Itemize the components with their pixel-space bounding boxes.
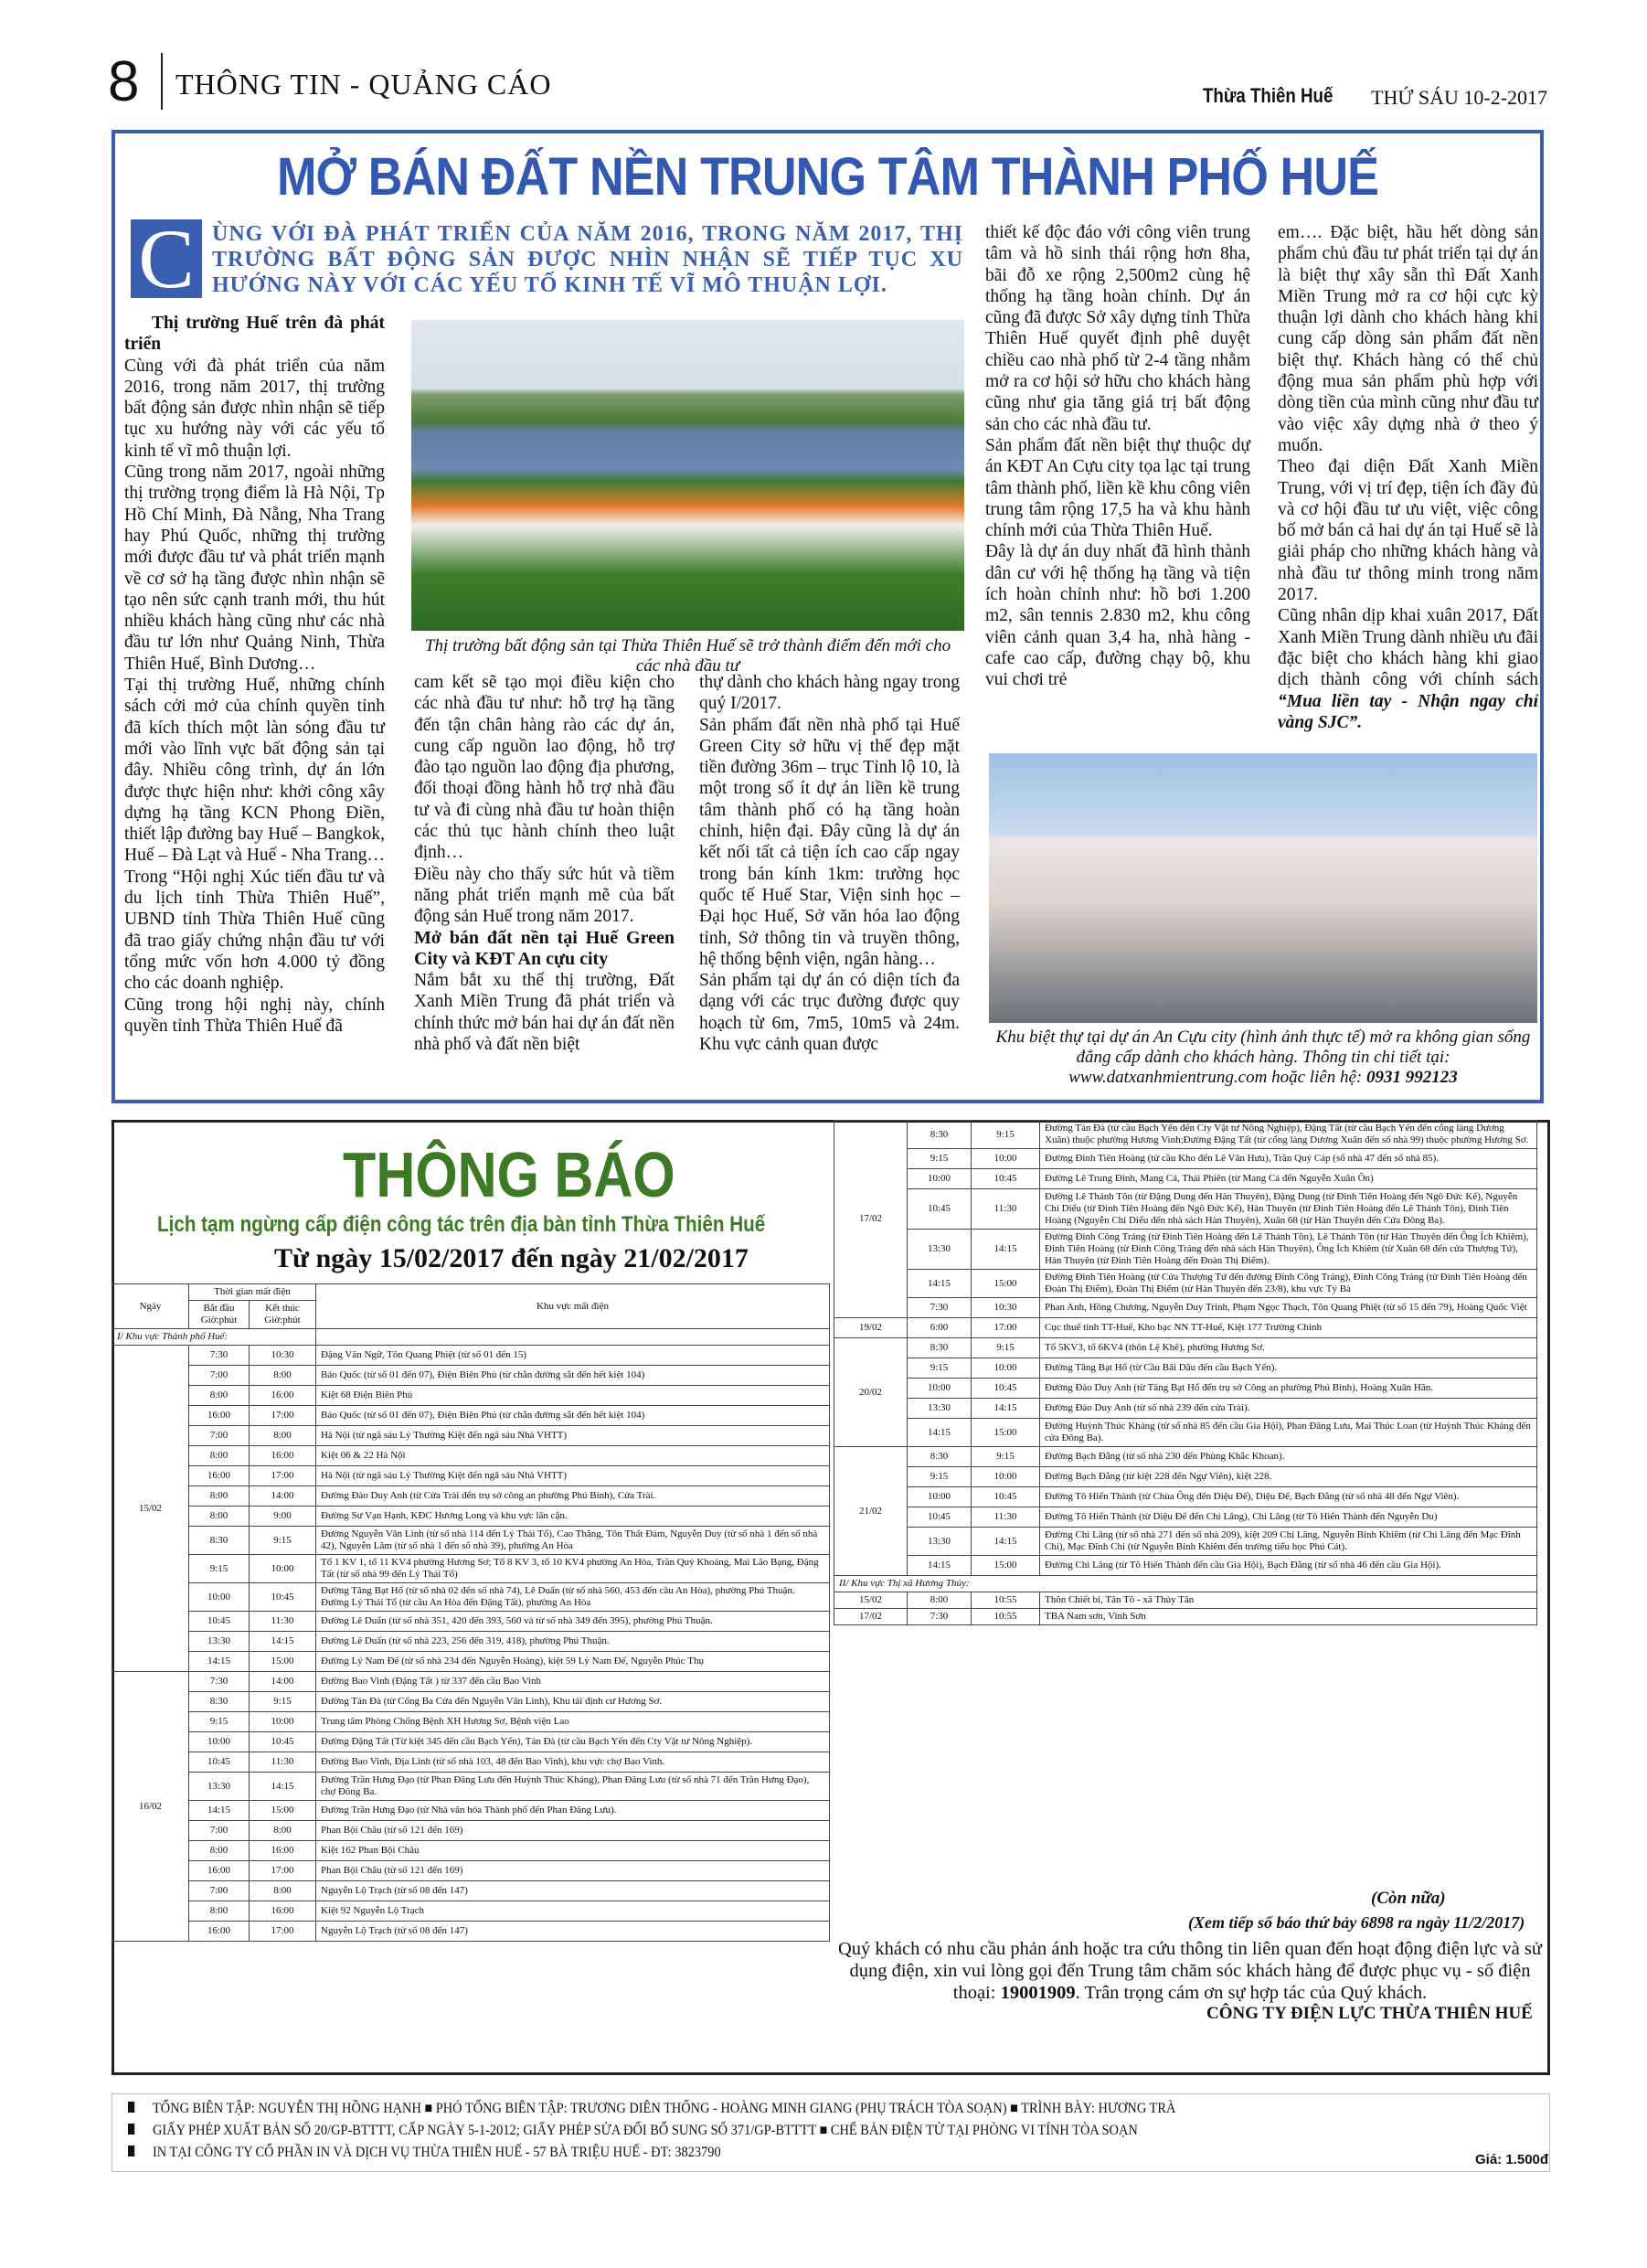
table-row <box>834 1189 1537 1230</box>
cell-area: TBA Nam sơn, Vinh Sơn <box>1040 1609 1537 1625</box>
cell-end: 11:30 <box>250 1752 316 1773</box>
bullet-square-icon <box>128 2124 134 2135</box>
page-number: 8 <box>108 50 140 113</box>
table-row <box>112 1555 830 1583</box>
table-row <box>112 1712 830 1732</box>
cell-area: Đường Nguyễn Văn Linh (từ số nhà 114 đến Lý Thái Tổ), Cao Thắng, Tôn Thất Đàm, Nguyễn Duy (từ số nhà 1 đến số nhà 42), Nguyễn Lâm (từ số nhà 1 đến số nhà 39), phường An Hòa <box>316 1527 830 1555</box>
table-row <box>112 1901 830 1922</box>
table-row <box>112 1386 830 1406</box>
cell-area: Đường Tăng Bạt Hổ (từ số nhà 02 đến số nhà 74), Lê Duẩn (từ số nhà 560, 453 đến cầu An Hòa), phường Phú Thuận. Đường Lý Thái Tổ (từ cầu An Hòa đến Đặng Tất), phường An Hòa <box>316 1583 830 1612</box>
cell-day: 16/02 <box>112 1672 189 1942</box>
cell-start: 7:00 <box>189 1821 250 1841</box>
cell-area: Hà Nội (từ ngã sáu Lý Thường Kiệt đến ngã sáu Nhà VHTT) <box>316 1466 830 1486</box>
cell-area: Đường Huỳnh Thúc Kháng (từ số nhà 85 đến cầu Gia Hội), Phan Đăng Lưu, Mai Thúc Loan (từ Huỳnh Thúc Kháng đến cửa Đông Ba). <box>1040 1419 1537 1447</box>
paragraph: Cùng với đà phát triển của năm 2016, trong năm 2017, thị trường bất động sản được nhìn nhận sẽ tiếp tục xu hướng này với các yếu tố kinh tế vĩ mô thuận lợi. <box>124 356 385 461</box>
cell-area: Kiệt 92 Nguyễn Lộ Trạch <box>316 1901 830 1922</box>
section-row: I/ Khu vực Thành phố Huế: <box>112 1329 316 1346</box>
masthead-divider <box>161 53 163 110</box>
paragraph: Nắm bắt xu thế thị trường, Đất Xanh Miền Trung đã phát triển và chính thức mở bán hai dự án đất nền nhà phố và đất nền biệt <box>414 971 675 1055</box>
cell-start: 16:00 <box>189 1922 250 1942</box>
cell-end: 10:00 <box>250 1712 316 1732</box>
customer-contact-note <box>834 1938 1546 2004</box>
cell-end: 14:15 <box>972 1230 1040 1270</box>
promo-slogan: “Mua liền tay - Nhận ngay chỉ vàng SJC”. <box>1278 691 1538 732</box>
bullet-square-icon <box>128 2102 134 2113</box>
table-row <box>112 1632 830 1652</box>
header-area: Khu vực mất điện <box>316 1284 830 1329</box>
cell-start: 8:00 <box>189 1386 250 1406</box>
cell-area: Cục thuế tỉnh TT-Huế, Kho bạc NN TT-Huế, Kiệt 177 Trường Chinh <box>1040 1318 1537 1338</box>
cell-end: 16:00 <box>250 1901 316 1922</box>
header-time: Thời gian mất điện <box>189 1284 316 1301</box>
hotline-number[interactable]: 19001909 <box>1000 1983 1076 2003</box>
section-title: THÔNG TIN - QUẢNG CÁO <box>175 68 552 101</box>
cell-start: 8:30 <box>908 1338 972 1358</box>
cell-start: 7:30 <box>189 1672 250 1692</box>
cell-end: 14:15 <box>250 1632 316 1652</box>
cell-day: 20/02 <box>834 1338 908 1447</box>
table-row <box>834 1318 1537 1338</box>
table-row <box>112 1652 830 1672</box>
header-end: Kết thúc Giờ:phút <box>250 1301 316 1329</box>
imprint-text: GIẤY PHÉP XUẤT BẢN SỐ 20/GP-BTTTT, CẤP NGÀY 5-1-2012; GIẤY PHÉP SỬA ĐỔI BỔ SUNG SỐ 371/GP-BTTTT ■ CHẾ BẢN ĐIỆN TỬ TẠI PHÒNG VI TÍNH TÒA SOẠN <box>153 2123 1138 2138</box>
cell-area: Đường Bao Vinh, Địa Linh (từ số nhà 103, 48 đến Bao Vinh), khu vực chợ Bao Vinh. <box>316 1752 830 1773</box>
cell-start: 7:00 <box>189 1426 250 1446</box>
cell-start: 8:00 <box>189 1446 250 1466</box>
cell-start: 10:00 <box>908 1487 972 1507</box>
cell-start: 13:30 <box>189 1773 250 1801</box>
paragraph: Cũng trong năm 2017, ngoài những thị trường trọng điểm là Hà Nội, Tp Hồ Chí Minh, Đà Nẵng, Nha Trang hay Phú Quốc, những thị trường mới được đầu tư và phát triển mạnh về cơ sở hạ tầng được nhìn nhận sẽ tạo nên sức cạnh tranh mới, thu hút nhiều khách hàng cũng như các nhà đầu tư lớn như Quảng Ninh, Thừa Thiên Huế, Bình Dương… <box>124 463 385 674</box>
cell-end: 10:55 <box>972 1609 1040 1625</box>
paragraph: thiết kế độc đáo với công viên trung tâm và hồ sinh thái rộng hơn 8ha, bãi đỗ xe rộng 2,500m2 cùng hệ thống hạ tầng hoàn chỉnh. Dự án cũng đã được Sở xây dựng tỉnh Thừa Thiên Huế quyết định phê duyệt chiều cao nhà phố từ 2-4 tầng nhằm mở ra cơ hội sở hữu cho khách hàng cũng như gia tăng giá trị bất động sản cho các nhà đầu tư. <box>985 223 1250 434</box>
paragraph-text: Cũng nhân dịp khai xuân 2017, Đất Xanh Miền Trung dành nhiều ưu đãi đặc biệt cho khách hàng khi giao dịch thành công với chính sách <box>1278 606 1538 690</box>
cell-start: 10:45 <box>908 1507 972 1528</box>
table-row <box>834 1399 1537 1419</box>
cell-day: 17/02 <box>834 1609 908 1625</box>
cell-end: 10:45 <box>250 1583 316 1612</box>
cell-start: 7:00 <box>189 1366 250 1386</box>
paragraph: cam kết sẽ tạo mọi điều kiện cho các nhà đầu tư như: hỗ trợ hạ tầng đến tận chân hàng rào các dự án, cung cấp nguồn lao động, hỗ trợ đào tạo nguồn lao động địa phương, đối thoại đồng hành hỗ trợ nhà đầu tư và đi cùng nhà đầu tư hoàn thiện các thủ tục hành chính theo luật định… <box>414 673 675 863</box>
paragraph: Đây là dự án duy nhất đã hình thành dân cư với hệ thống hạ tầng và tiện ích hoàn chỉnh như: hồ bơi 1.200 m2, sân tennis 2.830 m2, khu công viên cảnh quan 3,4 ha, nhà hàng - cafe cao cấp, đường chạy bộ, khu vui chơi trẻ <box>985 542 1250 690</box>
cell-area: Đường Lý Nam Đế (từ số nhà 234 đến Nguyễn Hoàng), kiệt 59 Lý Nam Đế, Nguyễn Phúc Thụ <box>316 1652 830 1672</box>
paragraph: Cũng trong hội nghị này, chính quyền tỉnh Thừa Thiên Huế đã <box>124 995 385 1036</box>
table-row <box>834 1270 1537 1298</box>
subheading: Thị trường Huế trên đà phát triển <box>124 314 385 355</box>
table-row <box>112 1692 830 1712</box>
article-column-3 <box>699 672 960 1055</box>
cell-end: 9:15 <box>972 1447 1040 1467</box>
cell-start: 8:30 <box>908 1447 972 1467</box>
table-row <box>112 1346 830 1366</box>
table-row <box>834 1338 1537 1358</box>
cell-end: 9:15 <box>250 1527 316 1555</box>
outage-table-left <box>112 1283 830 1942</box>
photo-hue-aerial-view <box>411 320 964 631</box>
imprint-text: TỔNG BIÊN TẬP: NGUYỄN THỊ HỒNG HẠNH ■ PHÓ TỔNG BIÊN TẬP: TRƯƠNG DIÊN THỐNG - HOÀNG MINH GIANG (PHỤ TRÁCH TÒA SOẠN) ■ TRÌNH BÀY: HƯƠNG TRÀ <box>153 2101 1176 2116</box>
cell-start: 16:00 <box>189 1466 250 1486</box>
table-row <box>112 1881 830 1901</box>
cell-area: Đường Tăng Bạt Hổ (từ Cầu Bãi Dâu đến cầu Bạch Yến). <box>1040 1358 1537 1379</box>
cell-end: 10:00 <box>972 1467 1040 1487</box>
cell-start: 7:30 <box>189 1346 250 1366</box>
table-row <box>112 1752 830 1773</box>
cell-area: Đường Đinh Công Tráng (từ Đinh Tiên Hoàng đến Lê Thánh Tôn), Lê Thánh Tôn (từ Hàn Thuyên đến Ông Ích Khiêm), Đinh Tiên Hoàng (từ Đinh Công Tráng đến nhà sách Hàn Thuyên), Ông Ích Khiêm (từ Xuân 68 đến cửa Thượng Tứ), Hàn Thuyên (từ Đinh Tiên Hoàng đến Đoàn Thị Điểm). <box>1040 1230 1537 1270</box>
table-row <box>112 1507 830 1527</box>
cell-day: 15/02 <box>834 1592 908 1609</box>
cell-area: Đường Bạch Đằng (từ kiệt 228 đến Ngự Viên), kiệt 228. <box>1040 1467 1537 1487</box>
article-column-4 <box>985 222 1250 691</box>
cell-day: 17/02 <box>834 1121 908 1318</box>
cell-start: 10:45 <box>189 1752 250 1773</box>
paragraph: em…. Đặc biệt, hầu hết dòng sản phẩm chủ đầu tư phát triển tại dự án là biệt thự xây sẵn thì Đất Xanh Miền Trung mở ra cơ hội cực kỳ thuận lợi dành cho khách hàng khi cung cấp dòng sản phẩm đất nền biệt thự. Khách hàng có thể chủ động mua sản phẩm phù hợp với dòng tiền của mình cũng như đầu tư vào việc xây dựng nhà ở theo ý muốn. <box>1278 223 1538 455</box>
cell-day: 15/02 <box>112 1346 189 1672</box>
photo-villas <box>989 753 1537 1023</box>
table-row <box>834 1379 1537 1399</box>
price: Giá: 1.500đ <box>1475 2152 1549 2167</box>
table-row <box>834 1609 1537 1625</box>
cell-area: Đường Lê Trung Đình, Mang Cá, Thái Phiên (từ Mang Cá đến Nguyễn Xuân Ôn) <box>1040 1169 1537 1189</box>
table-row <box>834 1447 1537 1467</box>
cell-area: Kiệt 162 Phan Bội Châu <box>316 1841 830 1861</box>
notice-title: THÔNG BÁO <box>343 1139 675 1210</box>
cell-start: 9:15 <box>908 1358 972 1379</box>
cell-end: 9:00 <box>250 1507 316 1527</box>
table-row <box>834 1121 1537 1149</box>
cell-area: Đường Trần Hưng Đạo (từ Nhà văn hóa Thành phố đến Phan Đăng Lưu). <box>316 1801 830 1821</box>
cell-area: Đường Bạch Đằng (từ số nhà 230 đến Phùng Khắc Khoan). <box>1040 1447 1537 1467</box>
article-column-1 <box>124 313 385 1037</box>
cell-area: Phan Anh, Hồng Chương, Nguyễn Duy Trinh, Phạm Ngọc Thạch, Tôn Quang Phiệt (từ số 15 đến 79), Hoàng Quốc Việt <box>1040 1298 1537 1318</box>
cell-start: 14:15 <box>908 1270 972 1298</box>
notice-subtitle: Lịch tạm ngừng cấp điện công tác trên địa bàn tỉnh Thừa Thiên Huế <box>157 1212 766 1237</box>
company-signature: CÔNG TY ĐIỆN LỰC THỪA THIÊN HUẾ <box>1206 2004 1533 2023</box>
table-row <box>112 1466 830 1486</box>
cell-area: Đường Chi Lăng (từ Tô Hiến Thành đến cầu Gia Hội), Bạch Đằng (từ số nhà 46 đến cầu Gia Hội). <box>1040 1556 1537 1576</box>
cell-area: Đường Lê Duẩn (từ số nhà 351, 420 đến 393, 560 và từ số nhà 349 đến 395), phường Phú Thuận. <box>316 1612 830 1632</box>
cell-start: 10:00 <box>908 1169 972 1189</box>
cell-area: Kiệt 06 & 22 Hà Nội <box>316 1446 830 1466</box>
table-row <box>834 1419 1537 1447</box>
table-row <box>834 1230 1537 1270</box>
cell-end: 15:00 <box>250 1801 316 1821</box>
cell-end: 10:00 <box>972 1358 1040 1379</box>
table-row <box>834 1358 1537 1379</box>
table-row <box>112 1801 830 1821</box>
cell-start: 13:30 <box>908 1399 972 1419</box>
paragraph: Tại thị trường Huế, những chính sách cởi mở của chính quyền tỉnh đã kích thích một làn sóng đầu tư mới vào lĩnh vực bất động sản tại đây. Nhiều công trình, dự án lớn được thực hiện như: khởi công xây dựng hạ tầng KCN Phong Điền, thiết lập đường bay Huế – Bangkok, Huế – Đà Lạt và Huế - Nha Trang… Trong “Hội nghị Xúc tiến đầu tư và du lịch tỉnh Thừa Thiên Huế”, UBND tỉnh Thừa Thiên Huế cũng đã trao giấy chứng nhận đầu tư với tổng mức vốn hơn 4.000 tỷ đồng cho các doanh nghiệp. <box>124 676 385 994</box>
cell-end: 8:00 <box>250 1821 316 1841</box>
imprint-line <box>128 2101 1175 2117</box>
cell-area: Đường Tô Hiến Thành (từ Chùa Ông đến Diệu Đế), Diệu Đế, Bạch Đằng (từ số nhà 48 đến Ngự Viên). <box>1040 1487 1537 1507</box>
cell-end: 14:00 <box>250 1672 316 1692</box>
cell-area: Đường Tản Đà (từ cầu Bạch Yến đến Cty Vật tư Nông Nghiệp), Đặng Tất (từ cầu Bạch Yến đến cổng làng Dương Xuân) thuộc phường Hương Vinh;Đường Đặng Tất (từ cổng làng Dương Xuân đến số nhà 99) thuộc phường Hương Sơ. <box>1040 1121 1537 1149</box>
cell-end: 10:30 <box>250 1346 316 1366</box>
cell-end: 11:30 <box>250 1612 316 1632</box>
table-row <box>112 1672 830 1692</box>
table-row <box>112 1861 830 1881</box>
cell-end: 8:00 <box>250 1426 316 1446</box>
cell-area: Đường Trần Hưng Đạo (từ Phan Đăng Lưu đến Huỳnh Thúc Kháng), Phan Đăng Lưu (từ số nhà 71 đến Trần Hưng Đạo), chợ Đông Ba. <box>316 1773 830 1801</box>
cell-start: 9:15 <box>189 1555 250 1583</box>
section-row: II/ Khu vực Thị xã Hương Thủy: <box>834 1576 1537 1592</box>
cell-end: 10:30 <box>972 1298 1040 1318</box>
cell-start: 8:00 <box>189 1901 250 1922</box>
cell-area: Đường Đào Duy Anh (từ số nhà 239 đến cửa Trài). <box>1040 1399 1537 1419</box>
cell-end: 14:15 <box>972 1528 1040 1556</box>
cell-end: 10:45 <box>972 1169 1040 1189</box>
cell-start: 10:00 <box>189 1583 250 1612</box>
cell-start: 8:30 <box>189 1692 250 1712</box>
cell-area: Đường Đinh Tiên Hoàng (từ cầu Kho đến Lê Văn Hưu), Trần Quý Cáp (số nhà 47 đến số nhà 85). <box>1040 1149 1537 1169</box>
imprint-line <box>128 2123 1138 2139</box>
cell-area: Kiệt 68 Điện Biên Phủ <box>316 1386 830 1406</box>
cell-area: Nguyễn Lộ Trạch (từ số 08 đến 147) <box>316 1922 830 1942</box>
table-row <box>834 1487 1537 1507</box>
cell-start: 13:30 <box>908 1230 972 1270</box>
table-row <box>112 1486 830 1507</box>
cell-area: Đường Bao Vinh (Đặng Tất ) từ 337 đến cầu Bao Vinh <box>316 1672 830 1692</box>
cell-end: 9:15 <box>250 1692 316 1712</box>
article-column-5 <box>1278 222 1538 733</box>
cell-end: 10:55 <box>972 1592 1040 1609</box>
table-row <box>112 1583 830 1612</box>
cell-area: Đặng Văn Ngữ, Tôn Quang Phiệt (từ số 01 đến 15) <box>316 1346 830 1366</box>
cell-start: 14:15 <box>908 1419 972 1447</box>
cell-day: 21/02 <box>834 1447 908 1576</box>
table-row <box>112 1773 830 1801</box>
cell-area: Tổ 1 KV 1, tổ 11 KV4 phường Hương Sơ; Tổ 8 KV 3, tổ 10 KV4 phường An Hòa, Trần Quý Khoáng, Mai Lão Bạng, Đặng Tất (từ số nhà 99 đến Lý Thái Tổ) <box>316 1555 830 1583</box>
cell-start: 16:00 <box>189 1861 250 1881</box>
cell-start: 14:15 <box>908 1556 972 1576</box>
paragraph: Sản phẩm đất nền biệt thự thuộc dự án KĐT An Cựu city tọa lạc tại trung tâm thành phố, liền kề khu công viên trung tâm rộng 17,5 ha và khu hành chính mới của Thừa Thiên Huế. <box>985 435 1250 541</box>
cell-end: 14:00 <box>250 1486 316 1507</box>
article-column-2 <box>414 672 675 1055</box>
cell-start: 10:45 <box>908 1189 972 1230</box>
cell-end: 10:00 <box>972 1149 1040 1169</box>
table-row <box>112 1732 830 1752</box>
table-row <box>834 1169 1537 1189</box>
table-row <box>112 1527 830 1555</box>
cell-area: Nguyễn Lộ Trạch (từ số 08 đến 147) <box>316 1881 830 1901</box>
cell-start: 9:15 <box>189 1712 250 1732</box>
cell-start: 10:45 <box>189 1612 250 1632</box>
cell-end: 15:00 <box>972 1270 1040 1298</box>
paragraph: Điều này cho thấy sức hút và tiềm năng phát triển mạnh mẽ của bất động sản Huế trong năm 2017. <box>414 864 675 927</box>
cell-start: 7:00 <box>189 1881 250 1901</box>
article-lead: ÙNG VỚI ĐÀ PHÁT TRIỂN CỦA NĂM 2016, TRONG NĂM 2017, THỊ TRƯỜNG BẤT ĐỘNG SẢN ĐƯỢC NHÌN NHẬN SẼ TIẾP TỤC XU HƯỚNG NÀY VỚI CÁC YẾU TỐ KINH TẾ VĨ MÔ THUẬN LỢI. <box>212 222 963 297</box>
table-row <box>834 1298 1537 1318</box>
cell-start: 8:00 <box>189 1507 250 1527</box>
table-row <box>112 1406 830 1426</box>
cell-end: 14:15 <box>250 1773 316 1801</box>
caption-text: Khu biệt thự tại dự án An Cựu city (hình ảnh thực tế) mở ra không gian sống đẳng cấp dành cho khách hàng. Thông tin chi tiết tại: www.datxanhmientrung.com hoặc liên hệ: <box>995 1028 1531 1087</box>
cell-end: 14:15 <box>972 1399 1040 1419</box>
cell-area: Bảo Quốc (từ số 01 đến 07), Điện Biên Phủ (từ chắn đường sắt đến hết kiệt 104) <box>316 1406 830 1426</box>
paragraph: Theo đại diện Đất Xanh Miền Trung, với vị trí đẹp, tiện ích đầy đủ và cơ hội đầu tư ưu việt, việc công bố mở bán cả hai dự án tại Huế sẽ là giải pháp cho những khách hàng và nhà đầu tư thông minh trong năm 2017. <box>1278 457 1538 605</box>
cell-start: 13:30 <box>189 1632 250 1652</box>
cell-end: 11:30 <box>972 1507 1040 1528</box>
contact-text: . Trân trọng cám ơn sự hợp tác của Quý khách. <box>1075 1983 1428 2003</box>
cell-end: 16:00 <box>250 1841 316 1861</box>
cell-end: 17:00 <box>972 1318 1040 1338</box>
cell-end: 11:30 <box>972 1189 1040 1230</box>
cell-end: 15:00 <box>972 1556 1040 1576</box>
table-row <box>834 1556 1537 1576</box>
cell-area: Thôn Chiết bi, Tân Tô - xã Thủy Tân <box>1040 1592 1537 1609</box>
header-start: Bắt đầu Giờ:phút <box>189 1301 250 1329</box>
cell-start: 8:00 <box>908 1592 972 1609</box>
cell-end: 9:15 <box>972 1121 1040 1149</box>
paragraph: Sản phẩm tại dự án có diện tích đa dạng với các trục đường được quy hoạch từ 6m, 7m5, 10m5 và 24m. Khu vực cảnh quan được <box>699 971 960 1055</box>
table-row <box>834 1149 1537 1169</box>
cell-area: Đường Tản Đà (từ Cống Ba Cửa đến Nguyễn Văn Linh), Khu tái định cư Hương Sơ. <box>316 1692 830 1712</box>
cell-day: 19/02 <box>834 1318 908 1338</box>
cell-area: Bảo Quốc (từ số 01 đến 07), Điện Biên Phủ (từ chắn đường sắt đến hết kiệt 104) <box>316 1366 830 1386</box>
table-row <box>112 1821 830 1841</box>
cell-end: 17:00 <box>250 1406 316 1426</box>
cell-start: 8:30 <box>189 1527 250 1555</box>
cell-end: 17:00 <box>250 1861 316 1881</box>
table-row <box>834 1592 1537 1609</box>
cell-end: 17:00 <box>250 1466 316 1486</box>
cell-end: 10:00 <box>250 1555 316 1583</box>
bullet-square-icon <box>128 2146 134 2156</box>
cell-end: 15:00 <box>972 1419 1040 1447</box>
cell-area: Tổ 5KV3, tổ 6KV4 (thôn Lệ Khê), phường Hương Sơ. <box>1040 1338 1537 1358</box>
cell-start: 14:15 <box>189 1801 250 1821</box>
table-row <box>834 1467 1537 1487</box>
cell-start: 6:00 <box>908 1318 972 1338</box>
cell-area: Đường Đào Duy Anh (từ Cửa Trài đến trụ sở công an phường Phú Bình), Cửa Trài. <box>316 1486 830 1507</box>
cell-end: 8:00 <box>250 1881 316 1901</box>
cell-end: 10:45 <box>972 1487 1040 1507</box>
cell-start: 9:15 <box>908 1467 972 1487</box>
cell-start: 10:00 <box>189 1732 250 1752</box>
photo-caption <box>989 1028 1537 1088</box>
table-row <box>834 1507 1537 1528</box>
table-row <box>112 1426 830 1446</box>
cell-end: 10:45 <box>250 1732 316 1752</box>
cell-area: Đường Tô Hiến Thành (từ Diệu Đế đến Chi Lăng), Chi Lăng (từ Tô Hiến Thành đến Nguyễn Du) <box>1040 1507 1537 1528</box>
cell-area: Đường Đào Duy Anh (từ Tăng Bạt Hổ đến trụ sở Công an phường Phú Bình), Hoàng Xuân Hãn. <box>1040 1379 1537 1399</box>
continued-note: (Còn nữa) <box>1371 1889 1446 1908</box>
cell-start: 8:00 <box>189 1486 250 1507</box>
cell-start: 9:15 <box>908 1149 972 1169</box>
cell-end: 8:00 <box>250 1366 316 1386</box>
table-row <box>112 1841 830 1861</box>
cell-area: Đường Sư Vạn Hạnh, KĐC Hương Long và khu vực lân cận. <box>316 1507 830 1527</box>
table-row <box>112 1446 830 1466</box>
see-next-note: (Xem tiếp số báo thứ bảy 6898 ra ngày 11/2/2017) <box>1188 1913 1525 1932</box>
paper-name: Thừa Thiên Huế <box>1203 84 1334 107</box>
header-day: Ngày <box>112 1284 189 1329</box>
cell-start: 8:00 <box>189 1841 250 1861</box>
imprint-text: IN TẠI CÔNG TY CỔ PHẦN IN VÀ DỊCH VỤ THỪA THIÊN HUẾ - 57 BÀ TRIỆU HUẾ - ĐT: 3823790 <box>153 2145 721 2160</box>
cell-end: 15:00 <box>250 1652 316 1672</box>
table-row <box>112 1612 830 1632</box>
table-row <box>112 1366 830 1386</box>
contact-text: Quý khách có nhu cầu phản ánh hoặc tra cứu thông tin liên quan đến hoạt động điện lực và sử dụng điện, xin vui lòng gọi đến Trung tâm chăm sóc khách hàng để được phục vụ - số điện thoại: <box>838 1939 1542 2003</box>
cell-area: Đường Lê Duẩn (từ số nhà 223, 256 đến 319, 418), phường Phú Thuận. <box>316 1632 830 1652</box>
cell-end: 10:45 <box>972 1379 1040 1399</box>
notice-date-range: Từ ngày 15/02/2017 đến ngày 21/02/2017 <box>274 1243 749 1273</box>
cell-area: Đường Chi Lăng (từ số nhà 271 đến số nhà 209), kiệt 209 Chi Lăng, Nguyễn Bỉnh Khiêm (từ Chi Lăng đến Mạc Đĩnh Chi), Mạc Đĩnh Chi (từ Nguyễn Bỉnh Khiêm đến trường tiểu học Phú Cát). <box>1040 1528 1537 1556</box>
article-headline: MỞ BÁN ĐẤT NỀN TRUNG TÂM THÀNH PHỐ HUẾ <box>276 147 1379 207</box>
cell-end: 17:00 <box>250 1922 316 1942</box>
contact-phone[interactable]: 0931 992123 <box>1366 1068 1458 1087</box>
cell-area: Hà Nội (từ ngã sáu Lý Thường Kiệt đến ngã sáu Nhà VHTT) <box>316 1426 830 1446</box>
table-row <box>112 1922 830 1942</box>
paragraph: Sản phẩm đất nền nhà phố tại Huế Green City sở hữu vị thế đẹp mặt tiền đường 36m – trục Tỉnh lộ 10, là một trong số ít dự án liền kề trung tâm thành phố có hạ tầng hoàn chỉnh, hiện đại. Đây cũng là dự án kết nối tất cả tiện ích cao cấp ngay trong bán kính 1km: trường học quốc tế Huế Star, Viện sinh học – Đại học Huế, Sở văn hóa lao động tỉnh, Sở thông tin và truyền thông, hệ thống bệnh viện, ngân hàng… <box>699 715 960 969</box>
paragraph <box>1278 605 1538 733</box>
cell-area: Đường Đinh Tiên Hoàng (từ Cửa Thượng Tứ đến đường Đinh Công Tráng), Đinh Công Tráng (từ Đinh Tiên Hoàng đến Đoàn Thị Điểm), Đoàn Thị Điểm (từ Hàn Thuyên đến 23/8), khu vực Tỷ Bà <box>1040 1270 1537 1298</box>
paragraph: thự dành cho khách hàng ngay trong quý I/2017. <box>699 673 960 714</box>
cell-end: 16:00 <box>250 1386 316 1406</box>
cell-end: 16:00 <box>250 1446 316 1466</box>
cell-start: 13:30 <box>908 1528 972 1556</box>
imprint-line <box>128 2145 721 2161</box>
cell-area: Phan Bội Châu (từ số 121 đến 169) <box>316 1861 830 1881</box>
table-row <box>834 1528 1537 1556</box>
cell-start: 7:30 <box>908 1298 972 1318</box>
cell-start: 7:30 <box>908 1609 972 1625</box>
outage-table-right <box>834 1120 1537 1625</box>
issue-date: THỨ SÁU 10-2-2017 <box>1371 86 1548 109</box>
cell-area: Đường Lê Thánh Tôn (từ Đặng Dung đến Hàn Thuyên), Đặng Dung (từ Đinh Tiên Hoàng đến Ngô Đức Kế), Nguyễn Chí Diểu (từ Đinh Tiên Hoàng đến Ngô Đức Kế), Hàn Thuyên (từ Đinh Tiên Hoàng đến Lê Thánh Tôn), Đinh Tiên Hoàng (Nguyễn Chí Diểu đến nhà sách Hàn Thuyên), Xuân 68 (từ Hàn Thuyên đến Cửa Đông Ba). <box>1040 1189 1537 1230</box>
cell-end: 9:15 <box>972 1338 1040 1358</box>
drop-cap: C <box>131 219 202 298</box>
cell-area: Đường Đặng Tất (Từ kiệt 345 đến cầu Bạch Yến), Tản Đà (từ cầu Bạch Yến đến Cty Vật tư Nông Nghiệp). <box>316 1732 830 1752</box>
cell-area: Phan Bội Châu (từ số 121 đến 169) <box>316 1821 830 1841</box>
cell-start: 14:15 <box>189 1652 250 1672</box>
photo-caption: Thị trường bất động sản tại Thừa Thiên Huế sẽ trở thành điểm đến mới cho các nhà đầu tư <box>424 636 951 676</box>
cell-area: Trung tâm Phòng Chống Bệnh XH Hương Sơ, Bệnh viện Lao <box>316 1712 830 1732</box>
subheading: Mở bán đất nền tại Huế Green City và KĐT An cựu city <box>414 927 675 969</box>
cell-start: 8:30 <box>908 1121 972 1149</box>
cell-start: 16:00 <box>189 1406 250 1426</box>
cell-start: 10:00 <box>908 1379 972 1399</box>
